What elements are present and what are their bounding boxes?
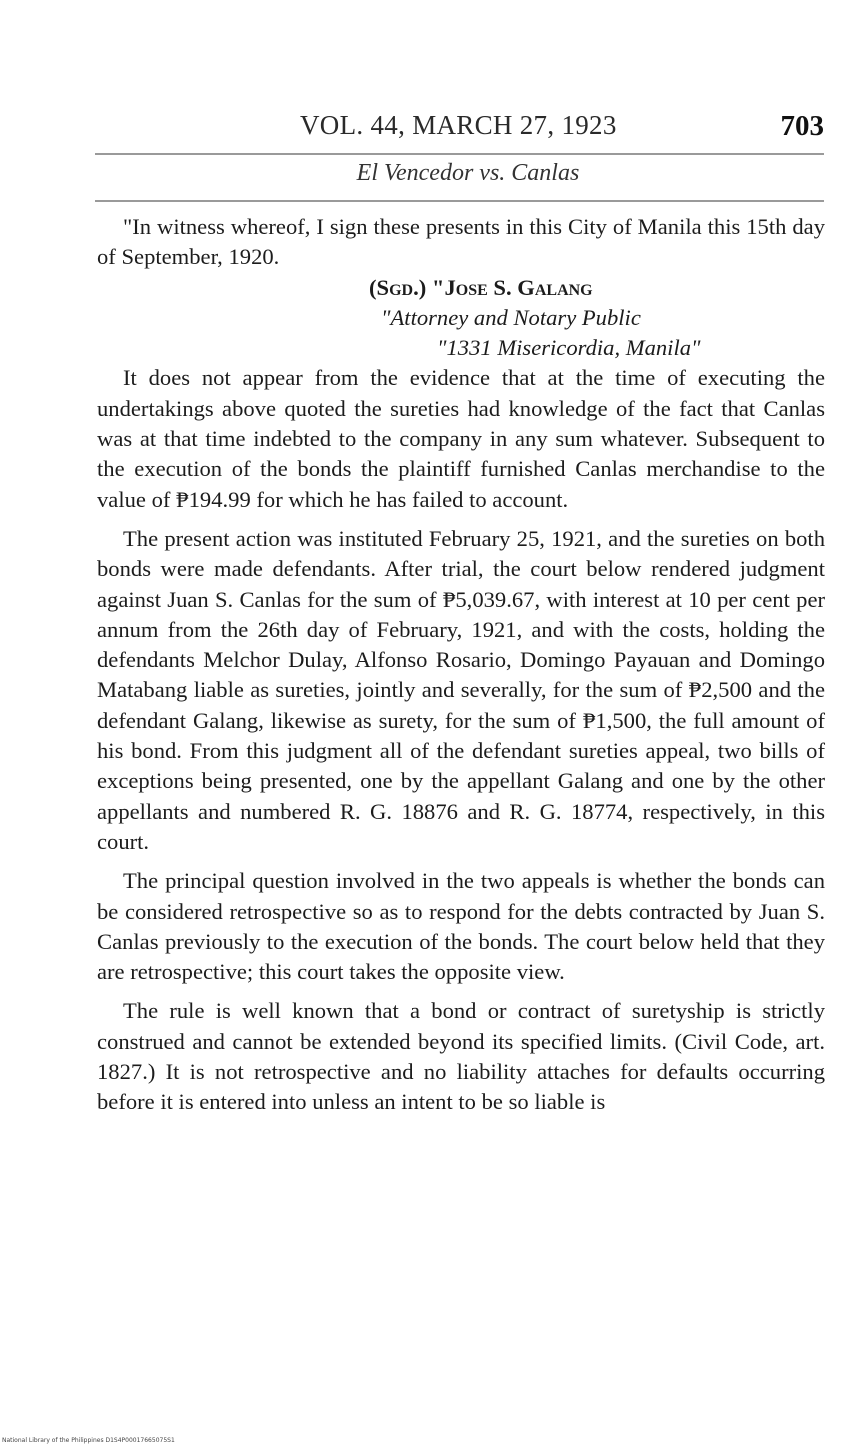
witness-paragraph: "In witness whereof, I sign these presents in this City of Manila this 15th day of September, 1920.	[97, 214, 825, 270]
paragraph-evidence: It does not appear from the evidence that at the time of executing the undertakings above quoted the sureties had knowledge of the fact that Canlas was at that time indebted to the company in any sum whatever. Subsequent to the execution of the bonds the plaintiff furnished Canlas merchandise to the value of ₱194.99 for which he has failed to account.	[97, 365, 825, 512]
running-header-volume: VOL. 44, MARCH 27, 1923	[300, 110, 617, 140]
signature-block	[97, 273, 825, 364]
case-title: El Vencedor vs. Canlas	[356, 160, 580, 186]
header-rule-top	[95, 153, 824, 155]
header-rule-bottom	[95, 200, 824, 202]
paragraph-action: The present action was instituted February 25, 1921, and the sureties on both bonds were made defendants. After trial, the court below rendered judgment against Juan S. Canlas for the sum of ₱5,039.67, with interest at 10 per cent per annum from the 26th day of February, 1921, and with the costs, holding the defendants Melchor Dulay, Alfonso Rosario, Domingo Payauan and Domingo Matabang liable as sureties, jointly and severally, for the sum of ₱2,500 and the defendant Galang, likewise as surety, for the sum of ₱1,500, the full amount of his bond. From this judgment all of the defendant sureties appeal, two bills of exceptions being presented, one by the appellant Galang and one by the other appellants and numbered R. G. 18876 and R. G. 18774, respectively, in this court.	[97, 525, 825, 854]
case-title-header	[0, 160, 846, 187]
scan-footer-note: National Library of the Philippines D1S4P00017665075S1	[2, 1437, 175, 1444]
body-text	[97, 212, 825, 1118]
page-number: 703	[780, 110, 824, 142]
signature-line-name: (Sgd.) "Jose S. Galang	[369, 274, 593, 300]
signature-line-address: "1331 Misericordia, Manila"	[437, 335, 701, 361]
paragraph-rule: The rule is well known that a bond or contract of suretyship is strictly construed and cannot be extended beyond its specified limits. (Civil Code, art. 1827.) It is not retrospective and no liability attaches for defaults occurring before it is entered into unless an intent to be so liable is	[97, 998, 825, 1115]
paragraph-question: The principal question involved in the two appeals is whether the bonds can be considered retrospective so as to respond for the debts contracted by Juan S. Canlas previously to the execution of the bonds. The court below held that they are retrospective; this court takes the opposite view.	[97, 868, 825, 985]
signature-line-title: "Attorney and Notary Public	[381, 304, 641, 330]
